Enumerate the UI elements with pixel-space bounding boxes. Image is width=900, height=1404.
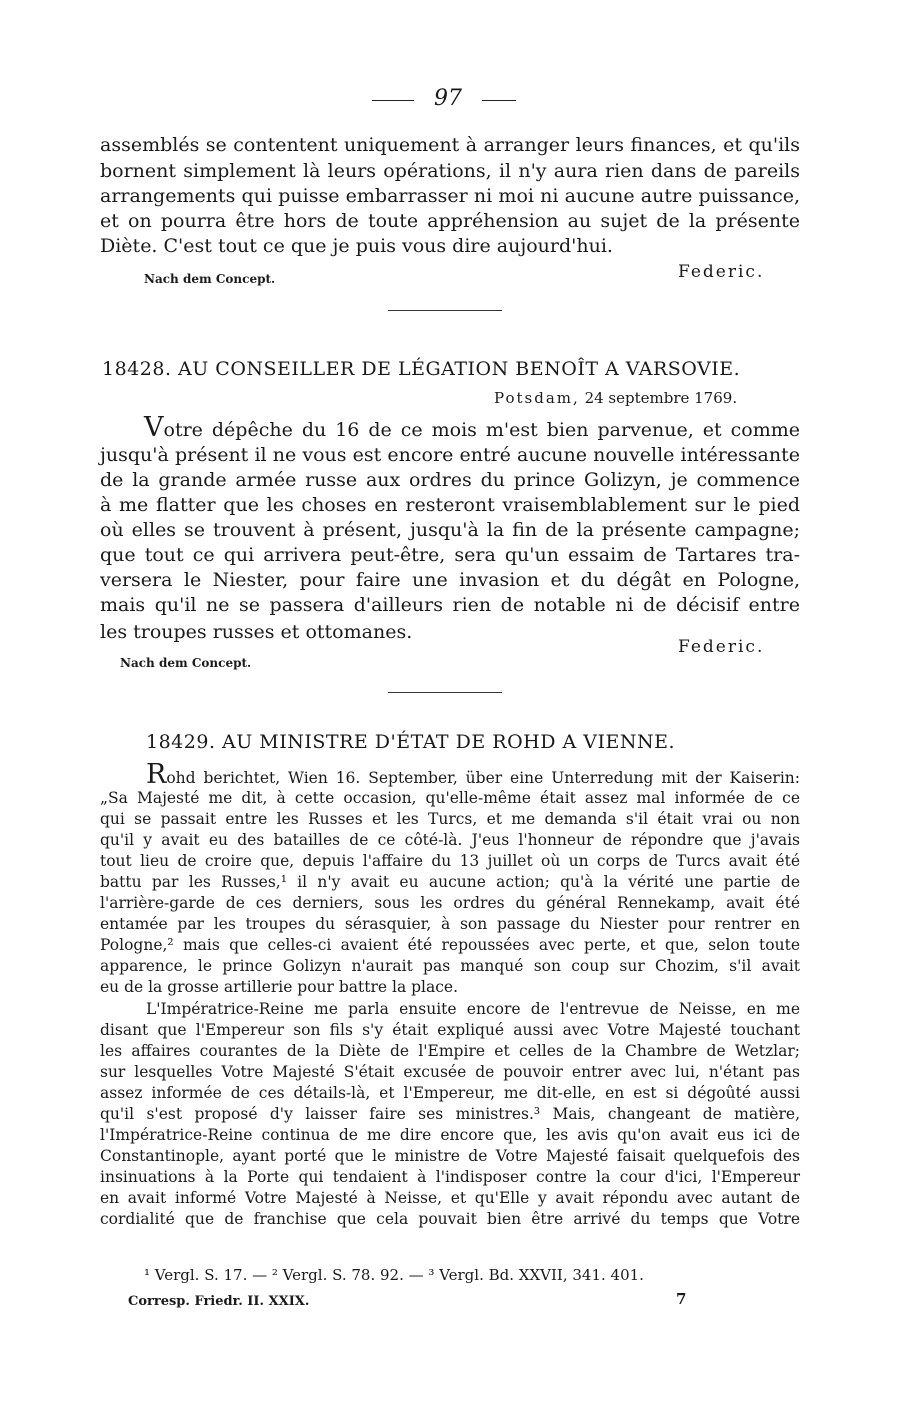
text-line: qui se passait entre les Russes et les Turcs, et me demanda s'il était vrai ou non bbox=[100, 810, 800, 828]
letter-date: 24 septembre 1769. bbox=[584, 389, 738, 407]
text-line: versera le Niester, pour faire une invasion et du dégât en Pologne, bbox=[100, 569, 800, 591]
text-line: et on pourra être hors de toute appréhension au sujet de la présente bbox=[100, 210, 800, 232]
letter-place-date bbox=[494, 389, 737, 407]
signature: Federic. bbox=[678, 637, 765, 657]
signature-mark: Corresp. Friedr. II. XXIX. bbox=[128, 1294, 310, 1309]
text-line: Diète. C'est tout ce que je puis vous dire aujourd'hui. bbox=[100, 235, 613, 257]
text-line: les troupes russes et ottomanes. bbox=[100, 621, 413, 643]
text-line: l'Impératrice-Reine continua de me dire encore que, les avis qu'on avait eus ici de bbox=[100, 1126, 800, 1144]
section-divider bbox=[388, 692, 502, 693]
text-line: disant que l'Empereur son fils s'y était expliqué aussi avec Votre Majesté touchant bbox=[100, 1021, 800, 1039]
text-line: eu de la grosse artillerie pour battre la place. bbox=[100, 978, 459, 996]
text-line: sur lesquelles Votre Majesté S'était excusée de pouvoir entrer avec lui, n'étant pas bbox=[100, 1063, 800, 1081]
drop-cap: R bbox=[146, 759, 167, 790]
text-line bbox=[146, 759, 800, 790]
section-divider bbox=[388, 310, 502, 311]
text-line: entamée par les troupes du sérasquier, à son passage du Niester pour rentrer en bbox=[100, 915, 800, 933]
footnote-line: ¹ Vergl. S. 17. — ² Vergl. S. 78. 92. — ³ Vergl. Bd. XXVII, 341. 401. bbox=[144, 1266, 644, 1284]
first-line-text: ohd berichtet, Wien 16. September, über eine Unterredung mit der Kaiserin: bbox=[166, 769, 800, 787]
text-line: battu par les Russes,¹ il n'y avait eu aucune action; qu'à la vérité une partie de bbox=[100, 873, 800, 891]
text-line: arrangements qui puisse embarrasser ni moi ni aucune autre puissance, bbox=[100, 185, 800, 207]
drop-cap: V bbox=[144, 412, 164, 443]
first-line-text: otre dépêche du 16 de ce mois m'est bien parvenue, et comme bbox=[163, 419, 800, 441]
text-line: insinuations à la Porte qui tendaient à l'indisposer contre la cour d'ici, l'Empereur bbox=[100, 1168, 800, 1186]
signature: Federic. bbox=[678, 262, 765, 282]
page-header bbox=[0, 86, 900, 116]
text-line: les affaires courantes de la Diète de l'Empire et celles de la Chambre de Wetzlar; bbox=[100, 1042, 800, 1060]
text-line: où elles se trouvent à présent, jusqu'à la fin de la présente campagne; bbox=[100, 519, 800, 541]
header-dash-left bbox=[372, 100, 414, 101]
letter-place: Potsdam, bbox=[494, 389, 580, 407]
text-line: Constantinople, ayant porté que le ministre de Votre Majesté faisait quelquefois des bbox=[100, 1147, 800, 1165]
text-line: cordialité que de franchise que cela pouvait bien être arrivé du temps que Votre bbox=[100, 1210, 800, 1228]
text-line: „Sa Majesté me dit, à cette occasion, qu'elle-même était assez mal informée de ce bbox=[100, 789, 800, 807]
sheet-number: 7 bbox=[676, 1290, 687, 1308]
text-line: l'arrière-garde de ces derniers, sous les ordres du général Rennekamp, avait été bbox=[100, 894, 800, 912]
text-line: Pologne,² mais que celles-ci avaient été repoussées avec perte, et que, selon toute bbox=[100, 936, 800, 954]
page-number: 97 bbox=[434, 86, 462, 111]
text-line bbox=[144, 412, 800, 443]
text-line: à me flatter que les choses en resteront vraisemblablement sur le pied bbox=[100, 494, 800, 516]
text-line: assemblés se contentent uniquement à arranger leurs finances, et qu'ils bbox=[100, 134, 800, 156]
text-line: bornent simplement là leurs opérations, il n'y aura rien dans de pareils bbox=[100, 160, 800, 182]
letter-heading: 18428. AU CONSEILLER DE LÉGATION BENOÎT A VARSOVIE. bbox=[102, 358, 741, 380]
text-line: en avait informé Votre Majesté à Neisse, et qu'Elle y avait répondu avec autant de bbox=[100, 1189, 800, 1207]
letter-heading: 18429. AU MINISTRE D'ÉTAT DE ROHD A VIENNE. bbox=[146, 731, 676, 753]
text-line: assez informée de ces détails-là, et l'Empereur, me dit-elle, en est si dégoûté aussi bbox=[100, 1084, 800, 1102]
text-line: mais qu'il ne se passera d'ailleurs rien de notable ni de décisif entre bbox=[100, 594, 800, 616]
text-line: L'Impératrice-Reine me parla ensuite encore de l'entrevue de Neisse, en me bbox=[146, 1000, 800, 1018]
text-line: jusqu'à présent il ne vous est encore entré aucune nouvelle intéressante bbox=[100, 444, 800, 466]
text-line: que tout ce qui arrivera peut-être, sera qu'un essaim de Tartares tra- bbox=[100, 544, 800, 566]
text-line: apparence, le prince Golizyn n'aurait pas manqué son coup sur Chozim, s'il avait bbox=[100, 957, 800, 975]
text-line: qu'il s'est proposé d'y laisser faire ses ministres.³ Mais, changeant de matière, bbox=[100, 1105, 800, 1123]
text-line: de la grande armée russe aux ordres du prince Golizyn, je commence bbox=[100, 469, 800, 491]
source-note: Nach dem Concept. bbox=[144, 272, 276, 286]
text-line: qu'il y avait eu des batailles de ce côté-là. J'eus l'honneur de répondre que j'avais bbox=[100, 831, 800, 849]
header-dash-right bbox=[482, 100, 516, 101]
source-note: Nach dem Concept. bbox=[120, 656, 252, 670]
text-line: tout lieu de croire que, depuis l'affaire du 13 juillet où un corps de Turcs avait été bbox=[100, 852, 800, 870]
